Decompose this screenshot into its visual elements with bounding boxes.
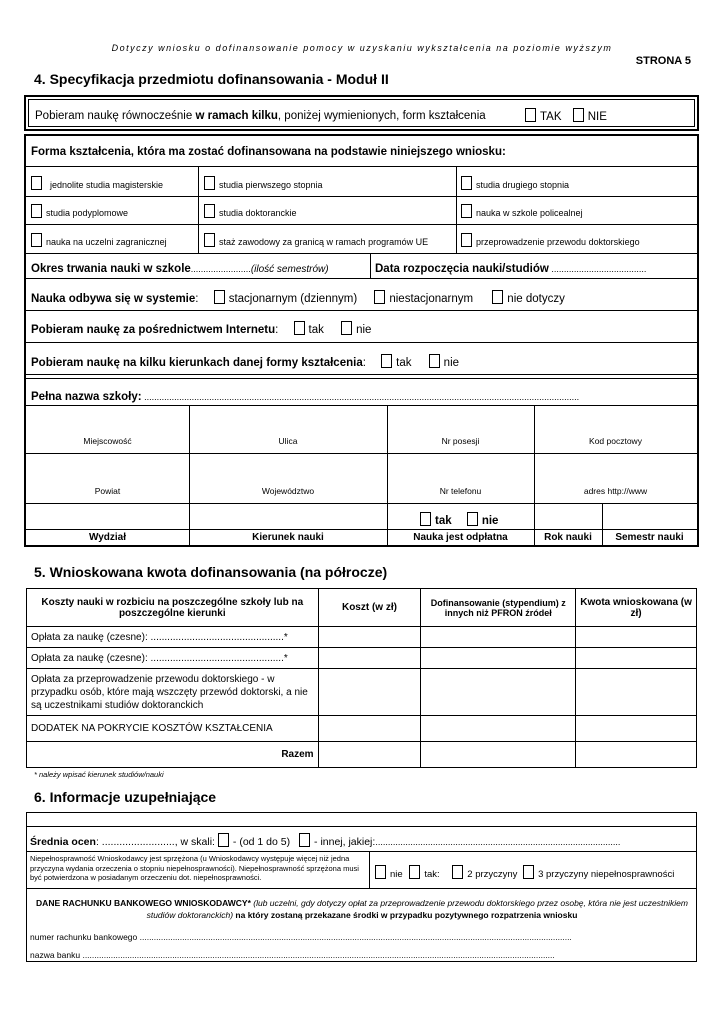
kierunki-row: Pobieram naukę na kilku kierunkach danej formy kształcenia: tak nie xyxy=(31,354,459,369)
addr-label-miejscowosc: Miejscowość xyxy=(83,436,132,446)
header-note: Dotyczy wniosku o dofinansowanie pomocy w uzyskaniu wykształcenia na poziomie wyższym xyxy=(111,43,613,53)
divider xyxy=(26,224,697,225)
form-option-podyplomowe[interactable]: studia podyplomowe xyxy=(31,204,128,218)
internet-nie-checkbox[interactable] xyxy=(341,321,352,335)
form-option-staz[interactable]: staż zawodowy za granicą w ramach programów UE xyxy=(204,233,428,247)
kwota-cell[interactable] xyxy=(576,627,697,648)
addr-label-ulica: Ulica xyxy=(278,436,298,446)
dofinansowanie-cell[interactable] xyxy=(421,627,576,648)
account-number-field[interactable]: numer rachunku bankowego ....................................................................................................................................................................................... xyxy=(30,932,572,942)
table-row-label: Opłata za przeprowadzenie przewodu doktorskiego - w przypadku osób, które mają wszczęty przewód doktorski, a nie są uczestnikami studiów doktoranckich xyxy=(27,669,319,716)
page-number: STRONA 5 xyxy=(635,55,691,67)
footnote: * należy wpisać kierunek studiów/nauki xyxy=(34,770,164,779)
addr-label-wojewodztwo: Województwo xyxy=(261,486,315,496)
system-niestacjonarny-checkbox[interactable] xyxy=(374,290,385,304)
divider xyxy=(26,196,697,197)
addr-label-www: adres http://www xyxy=(583,486,648,496)
divider xyxy=(26,405,697,406)
kilku-nie-checkbox[interactable] xyxy=(573,108,584,122)
system-row: Nauka odbywa się w systemie: stacjonarnym (dziennym) niestacjonarnym nie dotyczy xyxy=(31,290,565,305)
section6-title: 6. Informacje uzupełniające xyxy=(34,789,217,805)
np-tak-checkbox[interactable] xyxy=(409,865,420,879)
dofinansowanie-cell[interactable] xyxy=(421,716,576,742)
section4-title: 4. Specyfikacja przedmiotu dofinansowania - Moduł II xyxy=(34,71,389,87)
dofinansowanie-cell[interactable] xyxy=(421,648,576,669)
dofinansowanie-total-cell[interactable] xyxy=(421,742,576,768)
addr-label-telefon: Nr telefonu xyxy=(439,486,482,496)
okres-field[interactable]: Okres trwania nauki w szkole........................(ilość semestrów) xyxy=(31,263,329,275)
divider xyxy=(26,310,697,311)
np-3-checkbox[interactable] xyxy=(523,865,534,879)
label-wydzial: Wydział xyxy=(88,532,127,543)
kwota-cell[interactable] xyxy=(576,669,697,716)
kilku-options: TAK NIE xyxy=(525,108,607,123)
col-header-koszt: Koszt (w zł) xyxy=(318,589,421,627)
divider xyxy=(26,342,697,343)
kierunki-tak-checkbox[interactable] xyxy=(381,354,392,368)
kilku-tak-checkbox[interactable] xyxy=(525,108,536,122)
table-row-label: Opłata za naukę (czesne): ................................................* xyxy=(27,627,319,648)
divider xyxy=(26,374,697,375)
divider xyxy=(456,166,457,253)
col-header-dofinansowanie: Dofinansowanie (stypendium) z innych niż PFRON źródeł xyxy=(421,589,576,627)
divider xyxy=(26,529,697,530)
kwota-cell[interactable] xyxy=(576,716,697,742)
addr-label-kod: Kod pocztowy xyxy=(589,436,642,446)
divider xyxy=(26,503,697,504)
divider xyxy=(26,888,697,889)
divider xyxy=(189,405,190,547)
label-semestr: Semestr nauki xyxy=(615,532,684,543)
internet-row: Pobieram naukę za pośrednictwem Internetu: tak nie xyxy=(31,321,371,336)
divider xyxy=(26,826,697,827)
np-2-checkbox[interactable] xyxy=(452,865,463,879)
niepelnosprawnosc-text: Niepełnosprawność Wnioskodawcy jest sprzężona (u Wnioskodawcy występuje więcej niż jedna przyczyna wydania orzeczenia o stopniu niepełnosprawności). Niepełnosprawność sprzężona musi być potwierdzona w posiadanym orzeczeniu dot. niepełnosprawności. xyxy=(30,854,359,882)
label-kierunek: Kierunek nauki xyxy=(252,532,324,543)
divider xyxy=(198,166,199,253)
koszt-cell[interactable] xyxy=(318,669,421,716)
table-row-label: DODATEK NA POKRYCIE KOSZTÓW KSZTAŁCENIA xyxy=(27,716,319,742)
divider xyxy=(26,453,697,454)
skala-inna-checkbox[interactable] xyxy=(299,833,310,847)
koszt-cell[interactable] xyxy=(318,627,421,648)
divider xyxy=(534,405,535,547)
addr-label-powiat: Powiat xyxy=(94,486,121,496)
form-option-zagraniczna[interactable]: nauka na uczelni zagranicznej xyxy=(31,233,167,247)
divider xyxy=(26,278,697,279)
kwota-cell[interactable] xyxy=(576,648,697,669)
form-option-doktoranckie[interactable]: studia doktoranckie xyxy=(204,204,297,218)
kwota-total-cell[interactable] xyxy=(576,742,697,768)
form-option-pierwszego[interactable]: studia pierwszego stopnia xyxy=(204,176,323,190)
section5-title: 5. Wnioskowana kwota dofinansowania (na półrocze) xyxy=(34,564,388,580)
internet-tak-checkbox[interactable] xyxy=(294,321,305,335)
divider xyxy=(26,166,697,167)
table-row-label: Opłata za naukę (czesne): ................................................* xyxy=(27,648,319,669)
label-rok: Rok nauki xyxy=(544,532,592,543)
kilku-question: Pobieram naukę równocześnie w ramach kilku, poniżej wymienionych, form kształcenia xyxy=(35,110,486,122)
kierunki-nie-checkbox[interactable] xyxy=(429,354,440,368)
form-option-jednolite[interactable]: jednolite studia magisterskie xyxy=(31,176,163,190)
np-nie-checkbox[interactable] xyxy=(375,865,386,879)
divider xyxy=(26,378,697,379)
addr-label-nr-posesji: Nr posesji xyxy=(441,436,480,446)
np-options: nie tak: 2 przyczyny 3 przyczyny niepełnosprawności xyxy=(375,865,674,880)
skala-1-5-checkbox[interactable] xyxy=(218,833,229,847)
cost-table xyxy=(26,588,697,768)
bank-header: DANE RACHUNKU BANKOWEGO WNIOSKODAWCY* (lub uczelni, gdy dotyczy opłat za przeprowadzenie przewodu doktorskiego przez osobę, która nie jest uczestnikiem studiów doktoranckich) na który zostaną przekazane środki w przypadku pozytywnego rozpatrzenia wniosku xyxy=(36,898,688,920)
divider xyxy=(370,253,371,278)
dofinansowanie-cell[interactable] xyxy=(421,669,576,716)
form-option-przewod[interactable]: przeprowadzenie przewodu doktorskiego xyxy=(461,233,640,247)
odplatna-options: tak nie xyxy=(420,512,498,527)
koszt-cell[interactable] xyxy=(318,648,421,669)
forma-header: Forma kształcenia, która ma zostać dofinansowana na podstawie niniejszego wniosku: xyxy=(31,146,506,158)
odplatna-tak-checkbox[interactable] xyxy=(420,512,431,526)
total-label: Razem xyxy=(27,742,319,768)
szkola-field[interactable]: Pełna nazwa szkoły: .............................................................................................................................................................................. xyxy=(31,391,580,403)
col-header-koszty: Koszty nauki w rozbiciu na poszczególne szkoły lub na poszczególne kierunki xyxy=(27,589,319,627)
odplatna-nie-checkbox[interactable] xyxy=(467,512,478,526)
form-option-drugiego[interactable]: studia drugiego stopnia xyxy=(461,176,569,190)
form-option-policealna[interactable]: nauka w szkole policealnej xyxy=(461,204,583,218)
bank-name-field[interactable]: nazwa banku ........................................................................................................................................................................................................ xyxy=(30,950,555,960)
srednia-row[interactable]: Średnia ocen: ........................., w skali: - (od 1 do 5) - innej, jakiej:.................................................................................................. xyxy=(30,833,620,848)
koszt-total-cell[interactable] xyxy=(318,742,421,768)
divider xyxy=(369,851,370,888)
label-odplatna: Nauka jest odpłatna xyxy=(413,532,508,543)
system-nie-dotyczy-checkbox[interactable] xyxy=(492,290,503,304)
system-stacjonarny-checkbox[interactable] xyxy=(214,290,225,304)
divider xyxy=(26,851,697,852)
koszt-cell[interactable] xyxy=(318,716,421,742)
divider xyxy=(26,253,697,254)
col-header-kwota: Kwota wnioskowana (w zł) xyxy=(576,589,697,627)
divider xyxy=(387,405,388,547)
data-rozpoczecia-field[interactable]: Data rozpoczęcia nauki/studiów ...................................... xyxy=(375,263,647,275)
